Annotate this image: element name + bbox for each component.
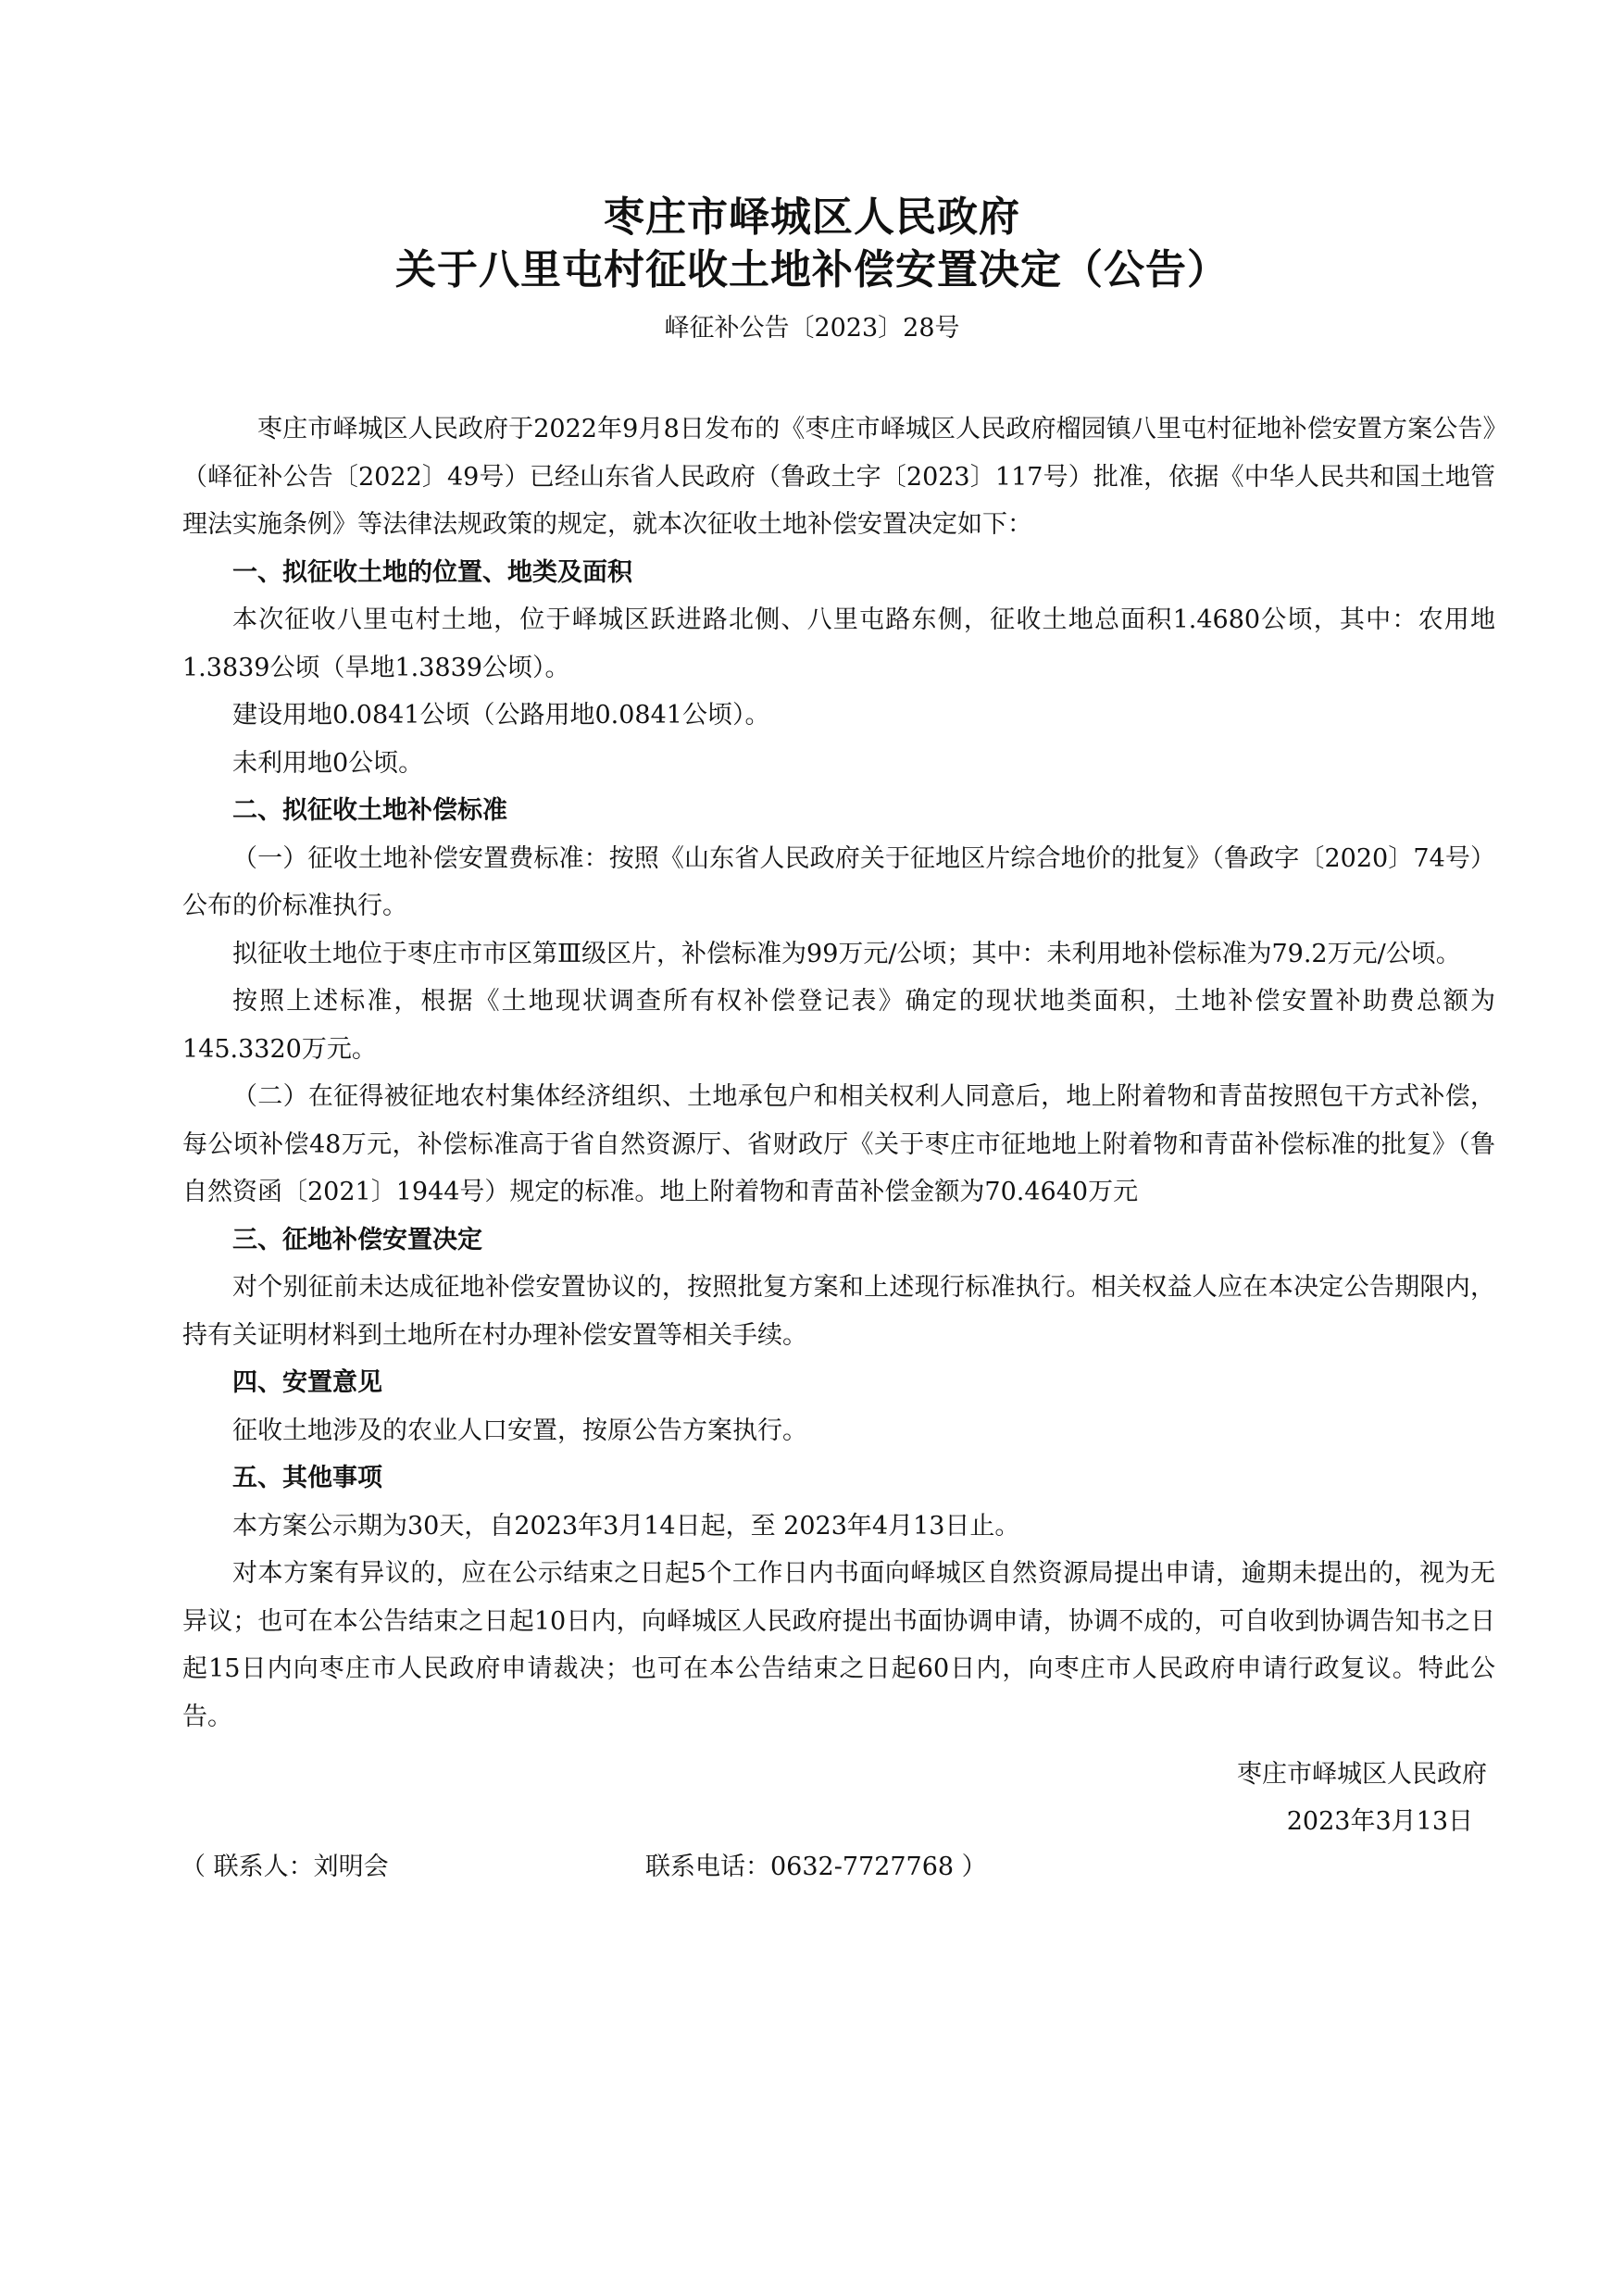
intro-paragraph: 枣庄市峄城区人民政府于2022年9月8日发布的《枣庄市峄城区人民政府榴园镇八里屯村征地补偿安置方案公告》（峄征补公告〔2022〕49号）已经山东省人民政府（鲁政土字〔2023〕117号）批准，依据《中华人民共和国土地管理法实施条例》等法律法规政策的规定，就本次征收土地补偿安置决定如下： bbox=[182, 415, 1495, 539]
document-title-line2: 关于八里屯村征收土地补偿安置决定（公告） bbox=[395, 246, 1229, 293]
section-2-paragraph-1: （一）征收土地补偿安置费标准：按照《山东省人民政府关于征地区片综合地价的批复》（鲁政字〔2020〕74号）公布的价标准执行。 bbox=[182, 843, 1495, 920]
document-body bbox=[182, 406, 1495, 1741]
section-2-paragraph-3: 按照上述标准，根据《土地现状调查所有权补偿登记表》确定的现状地类面积，土地补偿安置补助费总额为145.3320万元。 bbox=[182, 987, 1495, 1064]
section-5-paragraph-1: 本方案公示期为30天，自2023年3月14日起，至 2023年4月13日止。 bbox=[232, 1511, 1020, 1541]
section-2-paragraph-2: 拟征收土地位于枣庄市市区第Ⅲ级区片，补偿标准为99万元/公顷；其中：未利用地补偿标准为79.2万元/公顷。 bbox=[232, 939, 1461, 968]
section-1-heading: 一、拟征收土地的位置、地类及面积 bbox=[232, 557, 632, 587]
contact-person: （ 联系人：刘明会 bbox=[181, 1853, 389, 1881]
section-4-heading: 四、安置意见 bbox=[232, 1368, 382, 1397]
section-5-paragraph-2: 对本方案有异议的，应在公示结束之日起5个工作日内书面向峄城区自然资源局提出申请，逾期未提出的，视为无异议；也可在本公告结束之日起10日内，向峄城区人民政府提出书面协调申请，协调不成的，可自收到协调告知书之日起15日内向枣庄市人民政府申请裁决；也可在本公告结束之日起60日内，向枣庄市人民政府申请行政复议。特此公告。 bbox=[182, 1559, 1495, 1731]
contact-phone: 联系电话：0632-7727768 ） bbox=[645, 1853, 987, 1881]
section-3-paragraph-1: 对个别征前未达成征地补偿安置协议的，按照批复方案和上述现行标准执行。相关权益人应在本决定公告期限内，持有关证明材料到土地所在村办理补偿安置等相关手续。 bbox=[182, 1273, 1495, 1350]
section-4-paragraph-1: 征收土地涉及的农业人口安置，按原公告方案执行。 bbox=[232, 1416, 807, 1445]
section-2-heading: 二、拟征收土地补偿标准 bbox=[232, 796, 507, 825]
section-1-paragraph-1: 本次征收八里屯村土地，位于峄城区跃进路北侧、八里屯路东侧，征收土地总面积1.4680公顷，其中：农用地1.3839公顷（旱地1.3839公顷）。 bbox=[182, 605, 1495, 682]
section-1-paragraph-3: 未利用地0公顷。 bbox=[232, 748, 424, 778]
section-5-heading: 五、其他事项 bbox=[232, 1464, 382, 1492]
issue-date: 2023年3月13日 bbox=[1286, 1807, 1473, 1836]
section-3-heading: 三、征地补偿安置决定 bbox=[232, 1225, 482, 1254]
section-2-paragraph-4: （二）在征得被征地农村集体经济组织、土地承包户和相关权利人同意后，地上附着物和青苗按照包干方式补偿，每公顷补偿48万元，补偿标准高于省自然资源厅、省财政厅《关于枣庄市征地地上附着物和青苗补偿标准的批复》（鲁自然资函〔2021〕1944号）规定的标准。地上附着物和青苗补偿金额为70.4640万元 bbox=[182, 1082, 1495, 1206]
document-number: 峄征补公告〔2023〕28号 bbox=[664, 314, 960, 343]
issuer-signature: 枣庄市峄城区人民政府 bbox=[1237, 1760, 1487, 1789]
document-title-line1: 枣庄市峄城区人民政府 bbox=[604, 193, 1020, 241]
section-1-paragraph-2: 建设用地0.0841公顷（公路用地0.0841公顷）。 bbox=[232, 701, 770, 730]
